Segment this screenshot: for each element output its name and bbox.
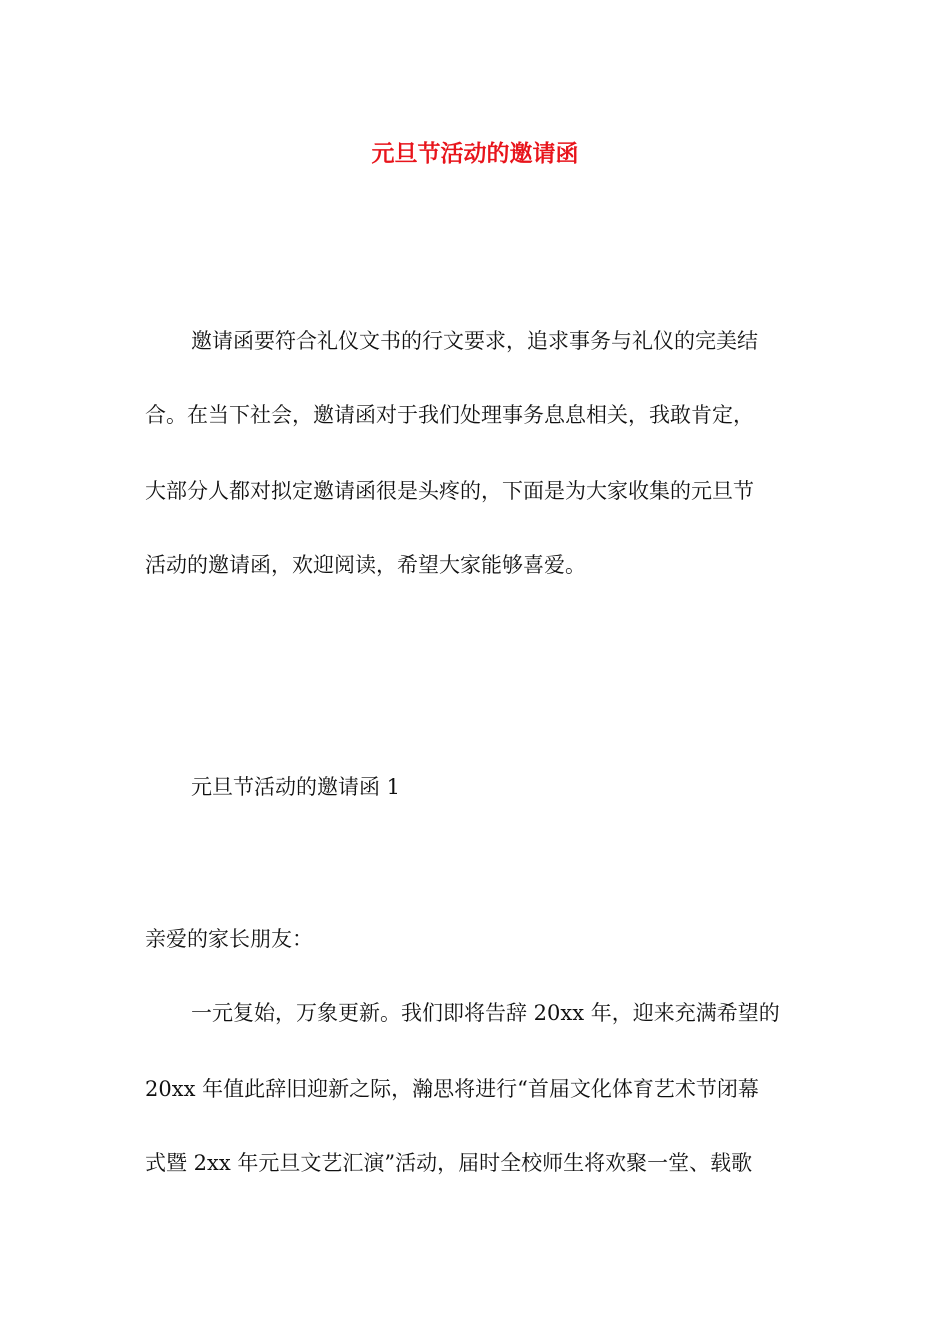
body-line-3: 式暨 2xx 年元旦文艺汇演”活动，届时全校师生将欢聚一堂、载歌 — [145, 1151, 753, 1175]
intro-line-3: 大部分人都对拟定邀请函很是头疼的，下面是为大家收集的元旦节 — [145, 479, 754, 503]
body-line-1: 一元复始，万象更新。我们即将告辞 20xx 年，迎来充满希望的 — [191, 1001, 780, 1025]
intro-line-1: 邀请函要符合礼仪文书的行文要求，追求事务与礼仪的完美结 — [191, 329, 758, 353]
salutation: 亲爱的家长朋友： — [145, 927, 313, 951]
document-title: 元旦节活动的邀请函 — [371, 140, 579, 167]
intro-line-2: 合。在当下社会，邀请函对于我们处理事务息息相关，我敢肯定， — [145, 403, 754, 427]
body-line-2: 20xx 年值此辞旧迎新之际，瀚思将进行“首届文化体育艺术节闭幕 — [145, 1077, 759, 1101]
intro-line-4: 活动的邀请函，欢迎阅读，希望大家能够喜爱。 — [145, 553, 586, 577]
section-heading: 元旦节活动的邀请函 1 — [191, 775, 401, 799]
